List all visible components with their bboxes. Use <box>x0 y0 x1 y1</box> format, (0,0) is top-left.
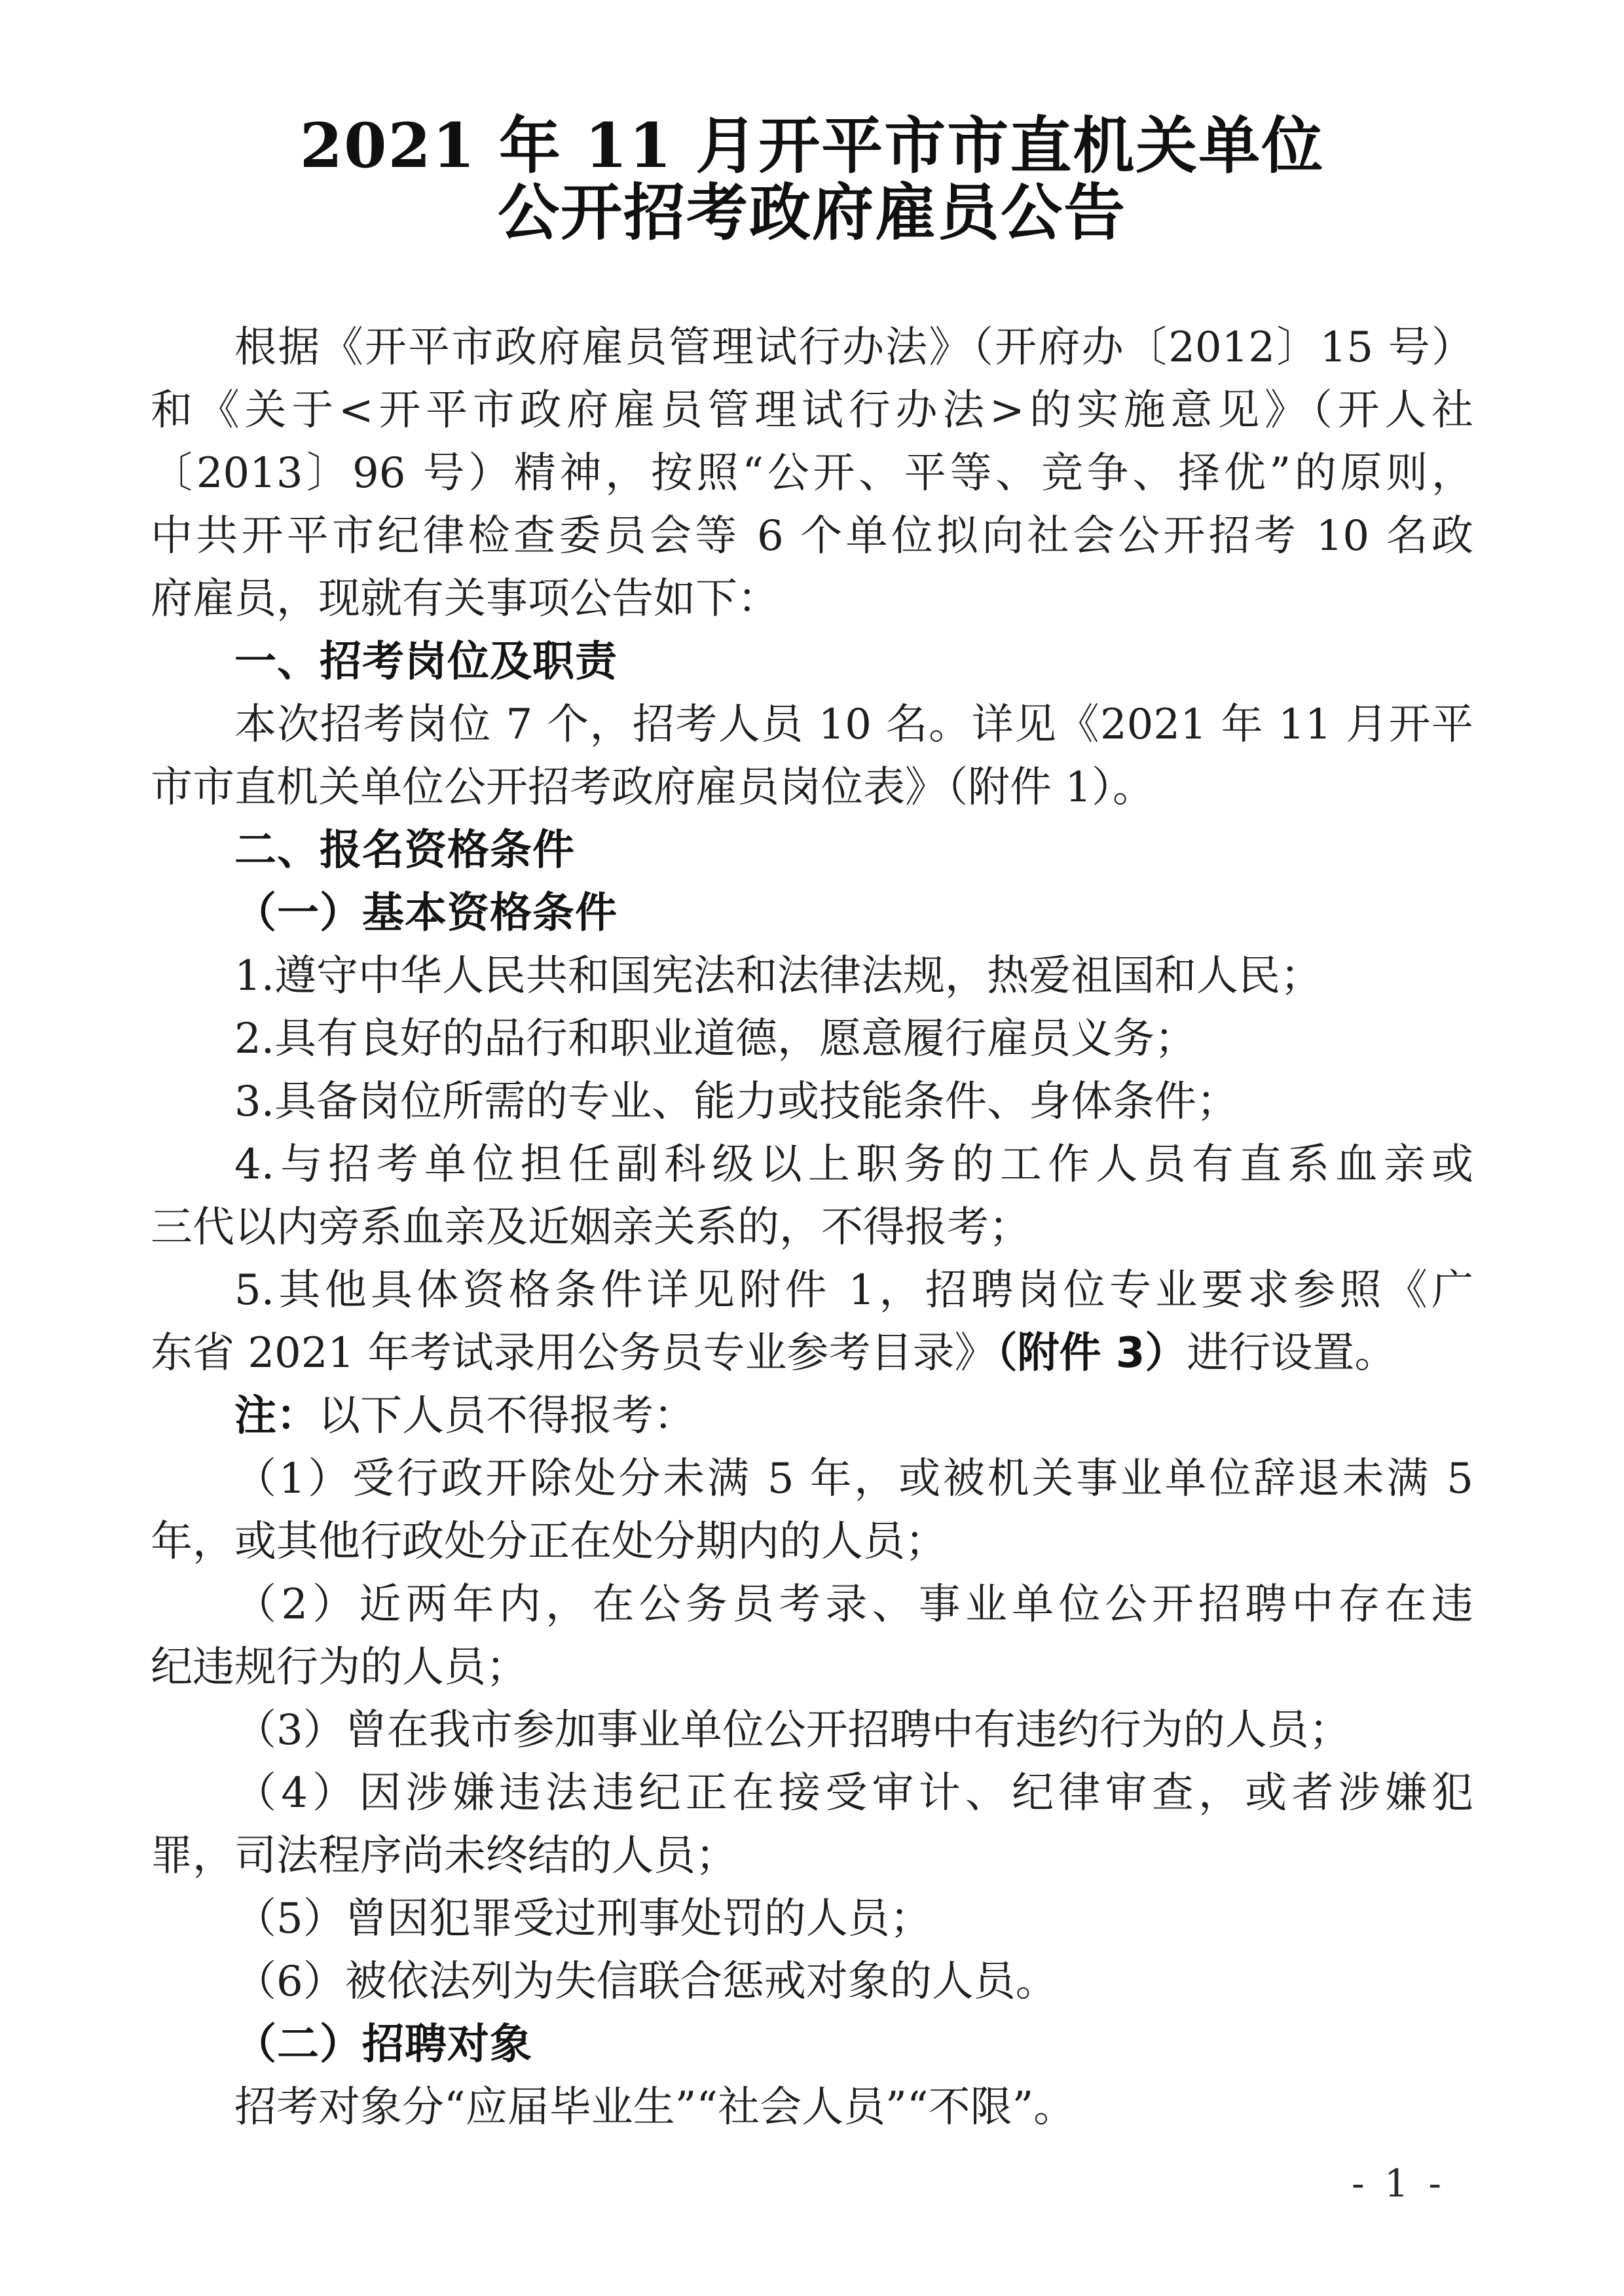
body-line-9 <box>151 819 1473 882</box>
body-line-6 <box>151 630 1473 693</box>
text-run: （2）近两年内，在公务员考录、事业单位公开招聘中存在违 <box>234 1580 1473 1629</box>
text-run: 市市直机关单位公开招考政府雇员岗位表》（附件 1）。 <box>151 763 1155 812</box>
bold-text-run: 注： <box>234 1392 318 1440</box>
body-line-2 <box>151 379 1473 442</box>
body-line-20 <box>151 1510 1473 1573</box>
title-line-1: 2021 年 11 月开平市市直机关单位 <box>299 110 1325 182</box>
text-run: （4）因涉嫌违法违纪正在接受审计、纪律审查，或者涉嫌犯 <box>234 1769 1473 1817</box>
text-run: （5）曾因犯罪受过刑事处罚的人员； <box>234 1895 932 1943</box>
body-line-8 <box>151 756 1473 819</box>
document-title <box>0 110 1624 249</box>
text-run: 中共开平市纪律检查委员会等 6 个单位拟向社会公开招考 10 名政 <box>151 512 1473 560</box>
body-line-24 <box>151 1762 1473 1825</box>
text-run: 3.具备岗位所需的专业、能力或技能条件、身体条件； <box>234 1078 1239 1126</box>
body-line-1 <box>151 316 1473 379</box>
text-run: 2.具有良好的品行和职业道德，愿意履行雇员义务； <box>234 1015 1197 1063</box>
body-line-28 <box>151 2013 1473 2076</box>
text-run: 招考对象分“应届毕业生”“社会人员”“不限”。 <box>234 2083 1076 2132</box>
body-line-17 <box>151 1322 1473 1385</box>
body-line-18 <box>151 1385 1473 1448</box>
bold-text-run: （一）基本资格条件 <box>234 888 618 938</box>
body-line-16 <box>151 1259 1473 1322</box>
page-number: - 1 - <box>1352 2161 1445 2206</box>
text-run: 进行设置。 <box>1187 1329 1397 1377</box>
title-line-2: 公开招考政府雇员公告 <box>497 177 1126 249</box>
body-line-22 <box>151 1636 1473 1699</box>
bold-text-run: （附件 3） <box>996 1329 1187 1377</box>
bold-text-run: （二）招聘对象 <box>234 2020 532 2069</box>
body-line-27 <box>151 1950 1473 2013</box>
text-run: 〔2013〕96 号）精神，按照“公开、平等、竞争、择优”的原则， <box>151 449 1473 498</box>
body-line-25 <box>151 1825 1473 1887</box>
body-line-4 <box>151 505 1473 568</box>
text-run: （3）曾在我市参加事业单位公开招聘中有违约行为的人员； <box>234 1706 1351 1755</box>
body-line-21 <box>151 1573 1473 1636</box>
body-line-11 <box>151 945 1473 1008</box>
text-run: 府雇员，现就有关事项公告如下： <box>151 575 779 623</box>
text-run: 4.与招考单位担任副科级以上职务的工作人员有直系血亲或 <box>234 1140 1473 1189</box>
text-run: 年，或其他行政处分正在处分期内的人员； <box>151 1518 947 1566</box>
body-line-10 <box>151 882 1473 945</box>
text-run: 以下人员不得报考： <box>318 1392 695 1440</box>
body-line-3 <box>151 442 1473 505</box>
text-run: 本次招考岗位 7 个，招考人员 10 名。详见《2021 年 11 月开平 <box>234 701 1473 749</box>
body-line-12 <box>151 1008 1473 1070</box>
bold-text-run: 一、招考岗位及职责 <box>234 638 618 686</box>
text-run: 东省 2021 年考试录用公务员专业参考目录》 <box>151 1329 997 1377</box>
body-line-19 <box>151 1448 1473 1510</box>
text-run: 根据《开平市政府雇员管理试行办法》（开府办〔2012〕15 号） <box>234 323 1473 372</box>
text-run: 纪违规行为的人员； <box>151 1643 528 1692</box>
body-line-26 <box>151 1887 1473 1950</box>
text-run: 和《关于<开平市政府雇员管理试行办法>的实施意见》（开人社 <box>151 386 1473 435</box>
body-line-15 <box>151 1196 1473 1259</box>
text-run: （1）受行政开除处分未满 5 年，或被机关事业单位辞退未满 5 <box>234 1455 1473 1503</box>
bold-text-run: 二、报名资格条件 <box>234 826 575 875</box>
body-line-5 <box>151 568 1473 630</box>
text-run: （6）被依法列为失信联合惩戒对象的人员。 <box>234 1958 1058 2006</box>
text-run: 5.其他具体资格条件详见附件 1，招聘岗位专业要求参照《广 <box>234 1266 1473 1315</box>
body-line-14 <box>151 1133 1473 1196</box>
text-run: 三代以内旁系血亲及近姻亲关系的，不得报考； <box>151 1203 1031 1252</box>
text-run: 1.遵守中华人民共和国宪法和法律法规，热爱祖国和人民； <box>234 952 1323 1000</box>
body-line-23 <box>151 1699 1473 1762</box>
text-run: 罪，司法程序尚未终结的人员； <box>151 1832 737 1880</box>
body-line-29 <box>151 2076 1473 2139</box>
document-body <box>151 316 1473 2139</box>
body-line-13 <box>151 1070 1473 1133</box>
body-line-7 <box>151 693 1473 756</box>
